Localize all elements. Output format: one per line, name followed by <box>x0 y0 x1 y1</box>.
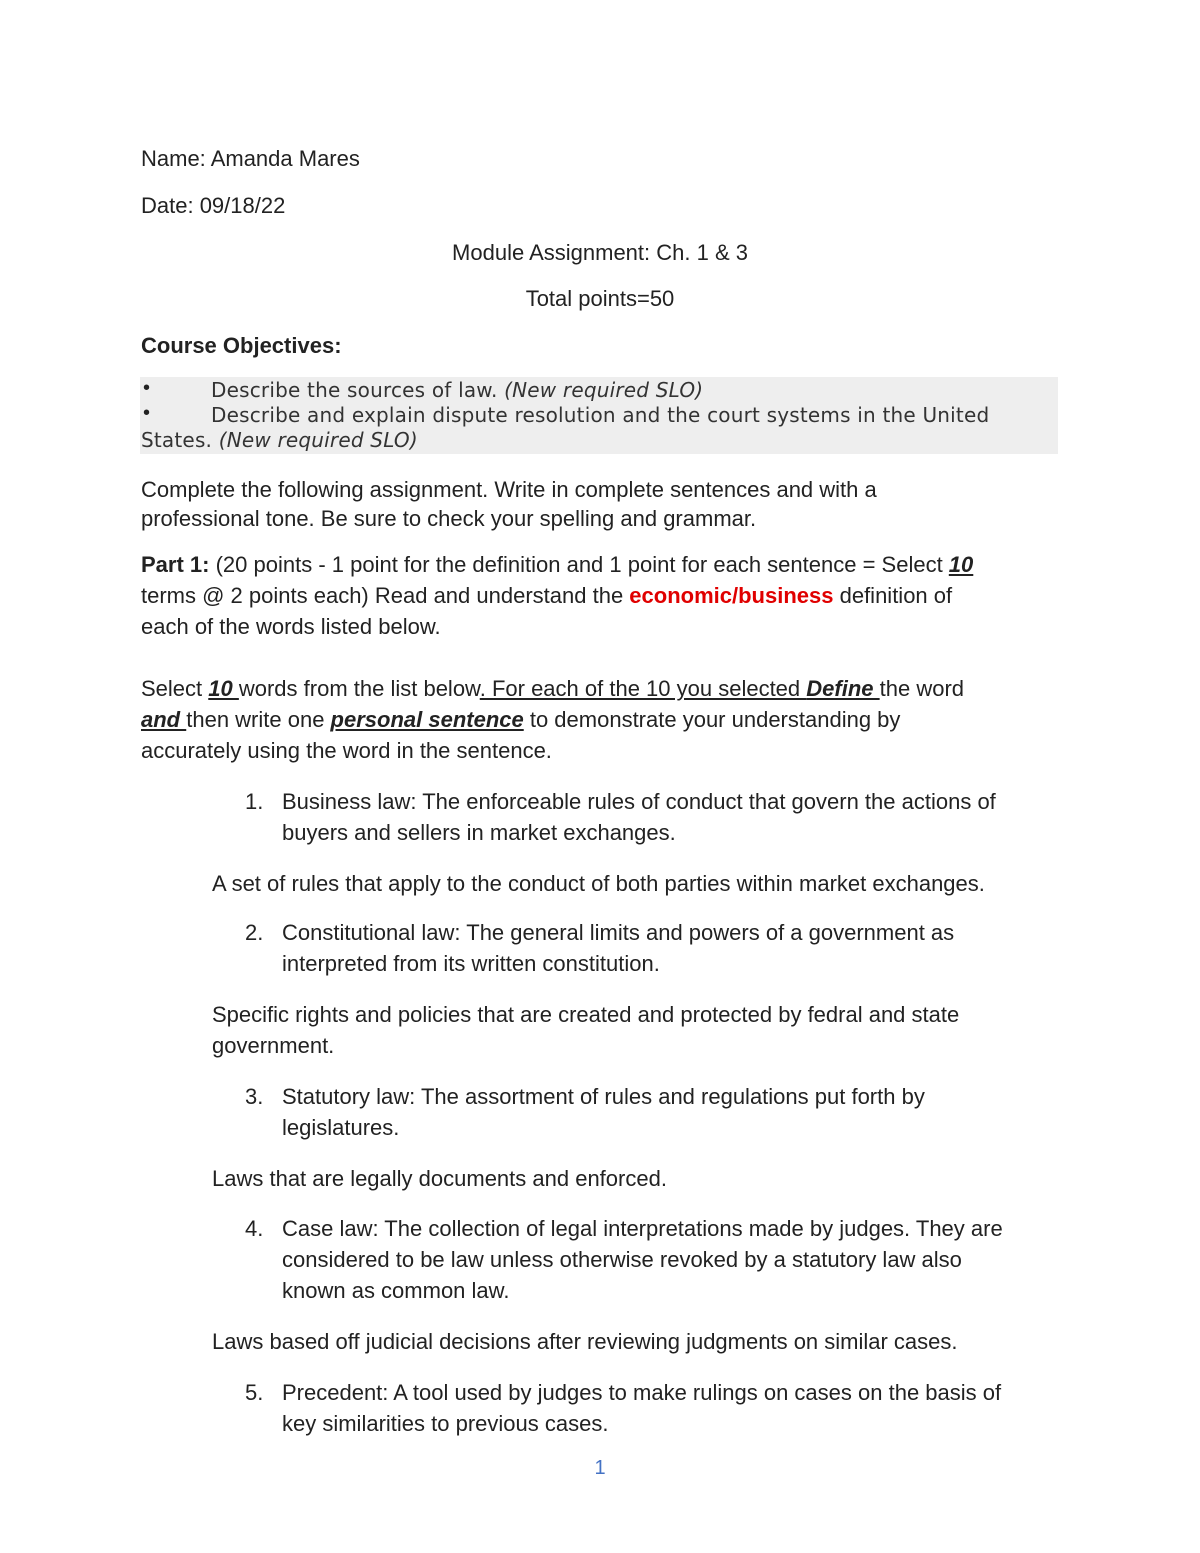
page-number: 1 <box>594 1457 606 1479</box>
part1-line-3: each of the words listed below. <box>141 614 441 639</box>
objective-text: States. <box>141 428 219 452</box>
personal-sentence <box>212 999 1092 1061</box>
objective-item-1 <box>211 378 703 403</box>
list-item-definition <box>282 917 1082 979</box>
definition-line: Precedent: A tool used by judges to make rulings on cases on the basis of <box>282 1380 1002 1405</box>
objective-text: Describe the sources of law. <box>211 378 505 402</box>
part1-count: 10 <box>948 552 974 577</box>
list-item-definition <box>282 1213 1082 1306</box>
definition-line: buyers and sellers in market exchanges. <box>282 820 676 845</box>
part1-text: (20 points - 1 point for the definition and 1 point for each sentence = Select <box>209 552 949 577</box>
select-text: Select <box>141 676 209 701</box>
sentence-line: government. <box>212 1033 335 1058</box>
select-line-2 <box>141 704 900 735</box>
definition-line: Statutory law: The assortment of rules and regulations put forth by <box>282 1084 925 1109</box>
definition-line: Business law: The enforceable rules of conduct that govern the actions of <box>282 789 996 814</box>
part1-label: Part 1: <box>141 552 210 577</box>
list-item-definition <box>282 1377 1082 1439</box>
bullet-icon: • <box>143 377 151 399</box>
total-points: Total points=50 <box>525 286 675 311</box>
select-text-underlined: . For each of the 10 you selected <box>479 676 807 701</box>
economic-business-highlight: economic/business <box>629 583 834 608</box>
definition-line: key similarities to previous cases. <box>282 1411 609 1436</box>
select-text: the word <box>879 676 965 701</box>
personal-sentence: Laws that are legally documents and enforced. <box>212 1166 667 1191</box>
define-emphasis: Define <box>806 676 880 701</box>
objective-tag: (New required SLO) <box>218 428 418 452</box>
definition-line: Constitutional law: The general limits and powers of a government as <box>282 920 955 945</box>
part1-line-2 <box>141 580 952 611</box>
list-item-definition <box>282 1081 1082 1143</box>
definition-line: considered to be law unless otherwise revoked by a statutory law also <box>282 1247 962 1272</box>
definition-line: interpreted from its written constitution. <box>282 951 660 976</box>
assignment-date: Date: 09/18/22 <box>141 193 286 218</box>
bullet-icon: • <box>143 402 151 424</box>
student-name: Name: Amanda Mares <box>141 146 360 171</box>
part1-text: terms @ 2 points each) Read and understand the <box>141 583 630 608</box>
and-emphasis: and <box>141 707 187 732</box>
definition-line: Case law: The collection of legal interpretations made by judges. They are <box>282 1216 1003 1241</box>
item-number: 2. <box>245 920 264 945</box>
select-line-3: accurately using the word in the sentence. <box>141 738 552 763</box>
personal-sentence-emphasis: personal sentence <box>330 707 524 732</box>
objective-tag: (New required SLO) <box>504 378 704 402</box>
instructions-line-2: professional tone. Be sure to check your spelling and grammar. <box>141 506 757 531</box>
instructions-line-1: Complete the following assignment. Write in complete sentences and with a <box>141 477 877 502</box>
personal-sentence: Laws based off judicial decisions after reviewing judgments on similar cases. <box>212 1329 958 1354</box>
personal-sentence: A set of rules that apply to the conduct of both parties within market exchanges. <box>212 871 985 896</box>
definition-line: known as common law. <box>282 1278 510 1303</box>
select-text: words from the list below <box>238 676 480 701</box>
select-count: 10 <box>208 676 239 701</box>
item-number: 4. <box>245 1216 264 1241</box>
select-line-1 <box>141 673 964 704</box>
part1-text: definition of <box>833 583 953 608</box>
definition-line: legislatures. <box>282 1115 400 1140</box>
item-number: 5. <box>245 1380 264 1405</box>
list-item-definition <box>282 786 1082 848</box>
item-number: 3. <box>245 1084 264 1109</box>
select-text: to demonstrate your understanding by <box>523 707 901 732</box>
part1-line-1 <box>141 549 973 580</box>
objectives-heading: Course Objectives: <box>141 333 342 358</box>
assignment-title: Module Assignment: Ch. 1 & 3 <box>452 240 748 265</box>
sentence-line: Specific rights and policies that are created and protected by fedral and state <box>212 1002 960 1027</box>
select-text: then write one <box>186 707 331 732</box>
objective-item-2-cont <box>141 428 418 453</box>
item-number: 1. <box>245 789 264 814</box>
objective-item-2: Describe and explain dispute resolution and the court systems in the United <box>211 403 990 427</box>
